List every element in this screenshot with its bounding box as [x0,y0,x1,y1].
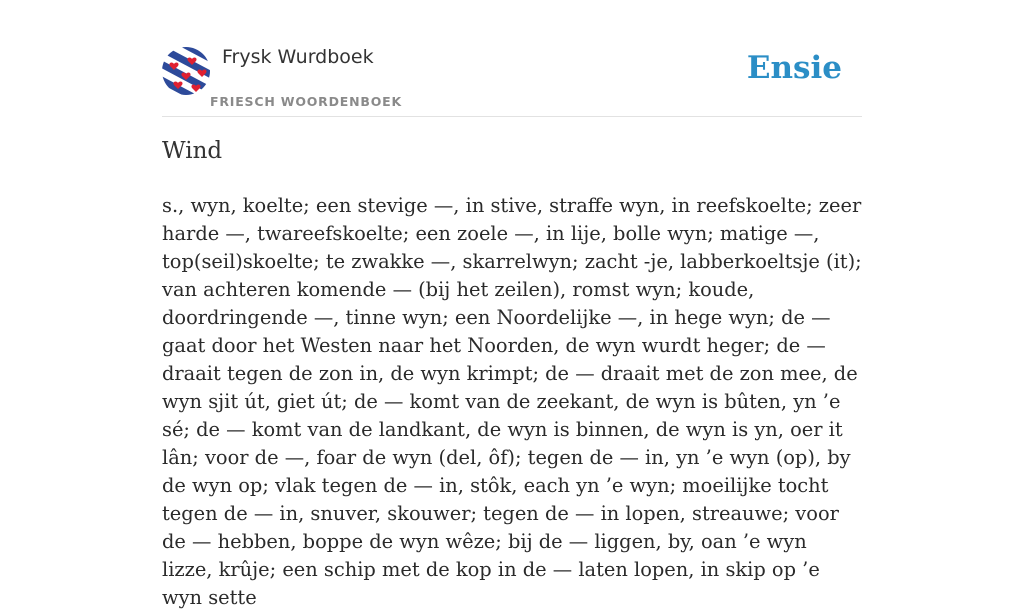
brand-logo[interactable]: Ensie [746,50,842,86]
site-title[interactable]: Frysk Wurdboek [222,46,374,68]
site-subtitle: FRIESCH WOORDENBOEK [210,94,402,109]
header [162,44,862,117]
definition-text: s., wyn, koelte; een stevige —, in stive, straffe wyn, in reefskoelte; zeer harde —, twareefskoelte; een zoele —, in lije, bolle wyn; matige —, top(seil)skoelte; te zwakke —, skarrelwyn; zacht -je, labberkoeltsje (it); van achteren komende — (bij het zeilen), romst wyn; koude, doordringende —, tinne wyn; een Noordelijke —, in hege wyn; de — gaat door het Westen naar het Noorden, de wyn wurdt heger; de — draait tegen de zon in, de wyn krimpt; de — draait met de zon mee, de wyn sjit út, giet út; de — komt van de zeekant, de wyn is bûten, yn ’e sé; de — komt van de landkant, de wyn is binnen, de wyn is yn, oer it lân; voor de —, foar de wyn (del, ôf); tegen de — in, yn ’e wyn (op), by de wyn op; vlak tegen de — in, stôk, each yn ’e wyn; moeilijke tocht tegen de — in, snuver, skouwer; tegen de — in lopen, streauwe; voor de — hebben, boppe de wyn wêze; bij de — liggen, by, oan ’e wyn lizze, krûje; een schip met de kop in de — laten lopen, in skip op ’e wyn sette [162,194,862,609]
page-title: Wind [162,138,223,164]
frisian-flag-icon[interactable] [162,47,210,95]
